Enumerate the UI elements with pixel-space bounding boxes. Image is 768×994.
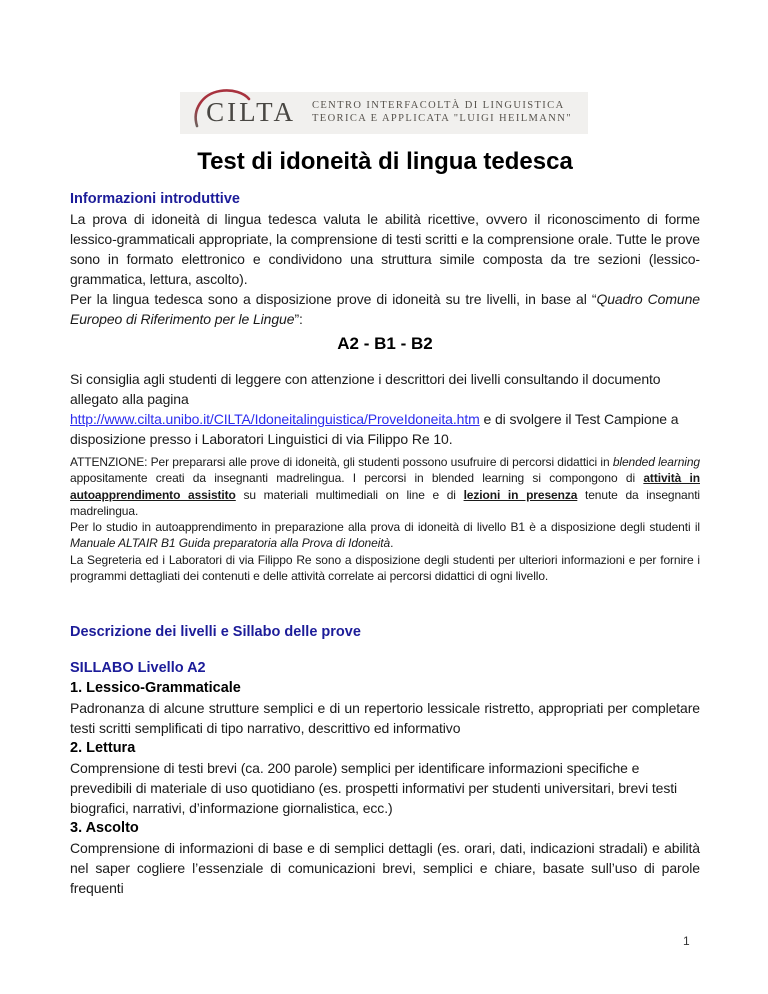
text-run: blended learning xyxy=(612,455,701,469)
paragraph xyxy=(70,454,700,584)
text-run: su materiali multimediali on line e di xyxy=(235,487,464,502)
text-run: ATTENZIONE: Per prepararsi alle prove di idoneità, gli studenti possono usufruire di percorsi didattici in xyxy=(70,455,613,469)
cilta-logo xyxy=(180,92,588,134)
page-number: 1 xyxy=(683,934,690,948)
text-run: . xyxy=(390,536,394,551)
text-run: lezioni in presenza xyxy=(463,487,578,502)
text-run: e di svolgere il Test Campione a disposizione presso i Laboratori Linguistici di via Filippo Re 10. xyxy=(70,411,679,447)
sub-heading: 2. Lettura xyxy=(70,740,136,757)
text-run: Quadro Comune Europeo di Riferimento per le Lingue xyxy=(70,291,700,327)
cilta-logo-mark xyxy=(192,97,296,127)
paragraph xyxy=(70,838,700,898)
section-heading: SILLABO Livello A2 xyxy=(70,660,206,677)
section-heading: Informazioni introduttive xyxy=(70,191,240,207)
paragraph xyxy=(70,209,700,289)
text-run: La prova di idoneità di lingua tedesca valuta le abilità ricettive, ovvero il riconoscimento di forme lessico-grammaticali appropriate, la comprensione di testi scritti e la comprensione orale. Tutte le prove sono in formato elettronico e condividono una struttura simile composta da tre sezioni (lessico-grammatica, lettura, ascolto). xyxy=(70,211,700,287)
section-heading: Descrizione dei livelli e Sillabo delle prove xyxy=(70,624,361,641)
spacer xyxy=(70,355,700,369)
text-run: Comprensione di testi brevi (ca. 200 parole) semplici per identificare informazioni specifiche e prevedibili di materiale di uso quotidiano (es. prospetti informativi per studenti universitari, brevi testi biografici, narrativi, d’informazione giornalistica, ecc.) xyxy=(70,760,678,817)
text-run: Padronanza di alcune strutture semplici e di un repertorio lessicale ristretto, appropriati per completare testi scritti semplificati di tipo narrativo, descrittivo ed informativo xyxy=(70,700,700,737)
logo-caption xyxy=(312,99,572,125)
text-run: tenute da insegnanti madrelingua. xyxy=(70,487,701,518)
paragraph xyxy=(70,758,700,818)
paragraph xyxy=(70,698,700,738)
logo-acronym: CILTA xyxy=(206,97,296,127)
text-run: ”: xyxy=(294,311,303,327)
page-title: Test di idoneità di lingua tedesca xyxy=(197,148,573,175)
text-run: Comprensione di informazioni di base e di semplici dettagli (es. orari, dati, indicazioni stradali) e abilità nel saper cogliere l’essenziale di comunicazioni brevi, semplici e chiare, basate sull’uso di parole frequenti xyxy=(70,840,700,897)
spacer xyxy=(70,584,700,622)
document-body xyxy=(70,189,700,898)
text-run: attività in autoapprendimento assistito xyxy=(70,471,700,502)
paragraph xyxy=(70,289,700,329)
text-run: Per la lingua tedesca sono a disposizione prove di idoneità su tre livelli, in base al “ xyxy=(70,291,597,307)
text-run: Si consiglia agli studenti di leggere con attenzione i descrittori dei livelli consultando il documento allegato alla pagina xyxy=(70,371,661,407)
text-run: Manuale ALTAIR B1 Guida preparatoria alla Prova di Idoneità xyxy=(70,536,391,551)
sub-heading: 1. Lessico-Grammaticale xyxy=(70,680,241,697)
prove-idoneita-link[interactable]: http://www.cilta.unibo.it/CILTA/Idoneitalinguistica/ProveIdoneita.htm xyxy=(70,411,480,427)
logo-caption-line1: CENTRO INTERFACOLTÀ DI LINGUISTICA xyxy=(311,100,565,111)
text-run: appositamente creati da insegnanti madrelingua. I percorsi in blended learning si compongono di xyxy=(70,471,644,486)
paragraph xyxy=(70,369,700,449)
cilta-arc-icon xyxy=(190,88,254,128)
header xyxy=(0,92,768,134)
text-run: Per lo studio in autoapprendimento in preparazione alla prova di idoneità di livello B1 è a disposizione degli studenti il xyxy=(70,520,700,535)
level-codes: A2 - B1 - B2 xyxy=(337,334,433,353)
spacer xyxy=(70,642,700,658)
logo-caption-line2: TEORICA E APPLICATA "LUIGI HEILMANN" xyxy=(311,113,572,124)
sub-heading: 3. Ascolto xyxy=(70,820,139,837)
text-run: La Segreteria ed i Laboratori di via Filippo Re sono a disposizione degli studenti per ulteriori informazioni e per fornire i programmi dettagliati dei contenuti e delle attività correlate ai percorsi didattici di ogni livello. xyxy=(70,552,700,584)
